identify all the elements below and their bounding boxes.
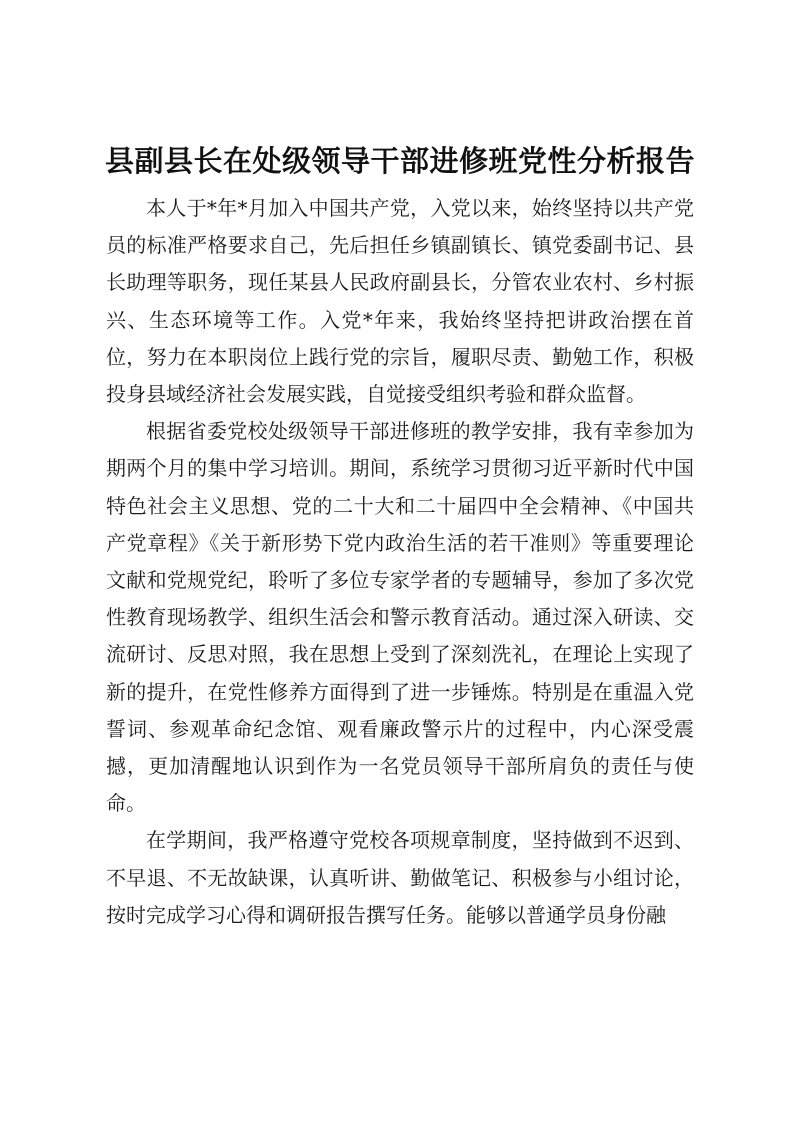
- paragraph-3: 在学期间，我严格遵守党校各项规章制度，坚持做到不迟到、不早退、不无故缺课，认真听讲、勤做笔记、积极参与小组讨论，按时完成学习心得和调研报告撰写任务。能够以普通学员身份融: [106, 828, 694, 927]
- document-body: [106, 190, 694, 934]
- paragraph-1: 本人于*年*月加入中国共产党，入党以来，始终坚持以共产党员的标准严格要求自己，先后担任乡镇副镇长、镇党委副书记、县长助理等职务，现任某县人民政府副县长，分管农业农村、乡村振兴、生态环境等工作。入党*年来，我始终坚持把讲政治摆在首位，努力在本职岗位上践行党的宗旨，履职尽责、勤勉工作，积极投身县域经济社会发展实践，自觉接受组织考验和群众监督。: [106, 196, 694, 407]
- paragraph-2: 根据省委党校处级领导干部进修班的教学安排，我有幸参加为期两个月的集中学习培训。期间，系统学习贯彻习近平新时代中国特色社会主义思想、党的二十大和二十届四中全会精神、《中国共产党章程》《关于新形势下党内政治生活的若干准则》等重要理论文献和党规党纪，聆听了多位专家学者的专题辅导，参加了多次党性教育现场教学、组织生活会和警示教育活动。通过深入研读、交流研讨、反思对照，我在思想上受到了深刻洗礼，在理论上实现了新的提升，在党性修养方面得到了进一步锤炼。特别是在重温入党誓词、参观革命纪念馆、观看廉政警示片的过程中，内心深受震撼，更加清醒地认识到作为一名党员领导干部所肩负的责任与使命。: [106, 419, 694, 816]
- document-title: 县副县长在处级领导干部进修班党性分析报告: [104, 144, 695, 178]
